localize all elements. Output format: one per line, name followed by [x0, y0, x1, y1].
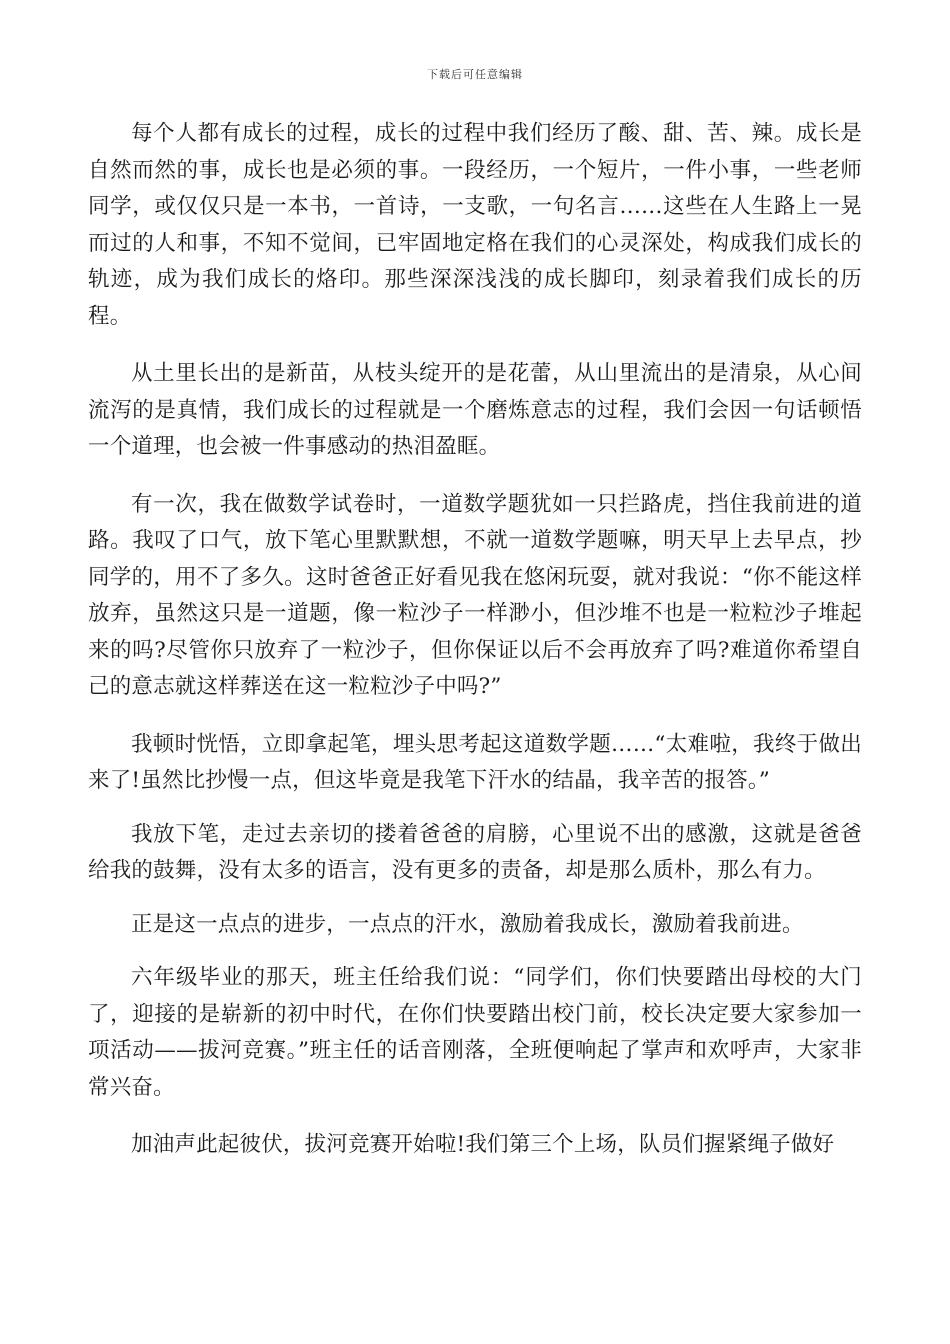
paragraph-math-test: 有一次，我在做数学试卷时，一道数学题犹如一只拦路虎，挡住我前进的道路。我叹了口气，放下笔心里默默想，不就一道数学题嘛，明天早上去早点，抄同学的，用不了多久。这时爸爸正好看见我在悠闲玩耍，就对我说：“你不能这样放弃，虽然这只是一道题，像一粒沙子一样渺小，但沙堆不也是一粒粒沙子堆起来的吗?尽管你只放弃了一粒沙子，但你保证以后不会再放弃了吗?难道你希望自己的意志就这样葬送在这一粒粒沙子中吗?”: [88, 491, 862, 699]
paragraph-gratitude: 我放下笔，走过去亲切的搂着爸爸的肩膀，心里说不出的感激，这就是爸爸给我的鼓舞，没有太多的语言，没有更多的责备，却是那么质朴，那么有力。: [88, 821, 862, 883]
paragraph-realization: 我顿时恍悟，立即拿起笔，埋头思考起这道数学题……“太难啦，我终于做出来了!虽然比抄慢一点，但这毕竟是我笔下汗水的结晶，我辛苦的报答。”: [88, 731, 862, 793]
document-body: [88, 116, 862, 1185]
page-header-note: 下载后可任意编辑: [427, 68, 523, 81]
paragraph-growth-metaphor: 从土里长出的是新苗，从枝头绽开的是花蕾，从山里流出的是清泉，从心间流泻的是真情，我们成长的过程就是一个磨炼意志的过程，我们会因一句话顿悟一个道理，也会被一件事感动的热泪盈眶。: [88, 361, 862, 459]
paragraph-growth-intro: 每个人都有成长的过程，成长的过程中我们经历了酸、甜、苦、辣。成长是自然而然的事，成长也是必须的事。一段经历，一个短片，一件小事，一些老师同学，或仅仅只是一本书，一首诗，一支歌，一句名言……这些在人生路上一晃而过的人和事，不知不觉间，已牢固地定格在我们的心灵深处，构成我们成长的轨迹，成为我们成长的烙印。那些深深浅浅的成长脚印，刻录着我们成长的历程。: [88, 121, 862, 329]
paragraph-graduation: 六年级毕业的那天，班主任给我们说：“同学们，你们快要踏出母校的大门了，迎接的是崭新的初中时代，在你们快要踏出校门前，校长决定要大家参加一项活动——拔河竞赛。”班主任的话音刚落，全班便响起了掌声和欢呼声，大家非常兴奋。: [88, 965, 862, 1100]
paragraph-tug-of-war: 加油声此起彼伏，拔河竞赛开始啦!我们第三个上场，队员们握紧绳子做好: [131, 1132, 835, 1157]
paragraph-progress: 正是这一点点的进步，一点点的汗水，激励着我成长，激励着我前进。: [131, 911, 804, 937]
